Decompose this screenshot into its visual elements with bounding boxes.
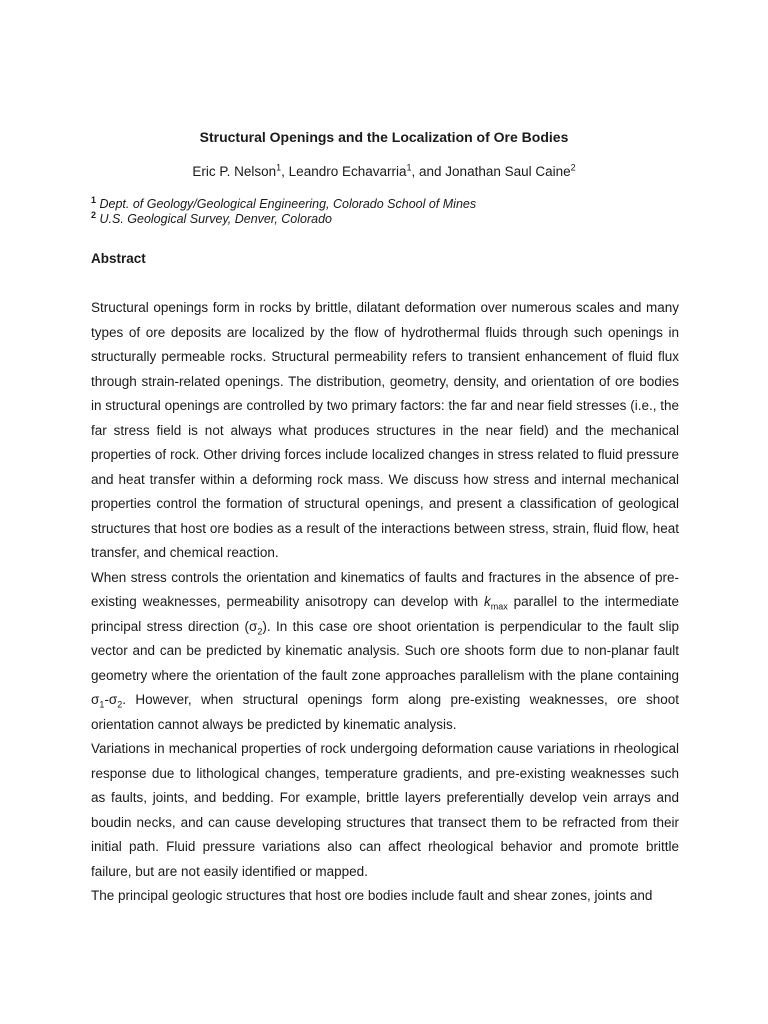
k-symbol: k	[483, 594, 491, 609]
paragraph-text: When stress controls the orientation and kinematics of faults and fractures in the absence of pre-existing weaknesses, permeability anisotropy can develop with	[91, 569, 679, 609]
affiliation-number: 1	[91, 194, 97, 205]
author-name: Eric P. Nelson	[192, 164, 277, 179]
abstract-body	[91, 296, 679, 909]
paragraph	[91, 566, 679, 738]
affiliation-marker: 1	[276, 162, 282, 173]
dash: -	[104, 692, 109, 707]
paragraph-text: parallel to the intermediate principal stress direction (	[91, 594, 680, 634]
sigma-symbol: σ	[108, 692, 118, 707]
affiliation-text: Dept. of Geology/Geological Engineering, Colorado School of Mines	[96, 197, 477, 211]
author-separator: , and	[411, 164, 446, 179]
sigma-subscript: 1	[99, 699, 105, 710]
author-name: Jonathan Saul Caine	[445, 164, 571, 179]
sigma-subscript: 2	[257, 626, 263, 637]
paragraph: Variations in mechanical properties of rock undergoing deformation cause variations in rheological response due to lithological changes, temperature gradients, and pre-existing weaknesses such as faults, joints, and bedding. For example, brittle layers preferentially develop vein arrays and boudin necks, and can cause developing structures that transect them to be refracted from their initial path. Fluid pressure variations also can affect rheological behavior and promote brittle failure, but are not easily identified or mapped.	[91, 741, 679, 879]
affiliation-marker: 1	[406, 162, 412, 173]
abstract-heading: Abstract	[91, 251, 146, 266]
sigma-subscript: 2	[117, 699, 123, 710]
paragraph-text: . However, when structural openings form along pre-existing weaknesses, ore shoot orientation cannot always be predicted by kinematic analysis.	[91, 692, 679, 732]
affiliation-1	[91, 194, 477, 212]
affiliation-text: U.S. Geological Survey, Denver, Colorado	[96, 212, 333, 226]
author-name: Leandro Echavarria	[288, 164, 407, 179]
paper-title: Structural Openings and the Localization of Ore Bodies	[199, 129, 569, 145]
sigma-symbol: σ	[91, 692, 100, 707]
paragraph: The principal geologic structures that host ore bodies include fault and shear zones, joints and	[91, 888, 653, 903]
paragraph: Structural openings form in rocks by brittle, dilatant deformation over numerous scales and many types of ore deposits are localized by the flow of hydrothermal fluids through such openings in structurally permeable rocks. Structural permeability refers to transient enhancement of fluid flux through strain-related openings. The distribution, geometry, density, and orientation of ore bodies in structural openings are controlled by two primary factors: the far and near field stresses (i.e., the far stress field is not always what produces structures in the near field) and the mechanical properties of rock. Other driving forces include localized changes in stress related to fluid pressure and heat transfer within a deforming rock mass. We discuss how stress and internal mechanical properties control the formation of structural openings, and present a classification of geological structures that host ore bodies as a result of the interactions between stress, strain, fluid flow, heat transfer, and chemical reaction.	[91, 300, 679, 560]
paragraph-text: ). In this case ore shoot orientation is perpendicular to the fault slip vector and can be predicted by kinematic analysis. Such ore shoots form due to non-planar fault geometry where the orientation of the fault zone approaches parallelism with the plane containing	[91, 618, 679, 683]
affiliation-number: 2	[91, 209, 97, 220]
sigma-symbol: σ	[248, 618, 258, 634]
author-line	[0, 163, 768, 181]
affiliation-marker: 2	[570, 162, 576, 173]
author-separator: ,	[281, 164, 289, 179]
k-subscript: max	[490, 601, 508, 612]
affiliation-2	[91, 209, 333, 227]
